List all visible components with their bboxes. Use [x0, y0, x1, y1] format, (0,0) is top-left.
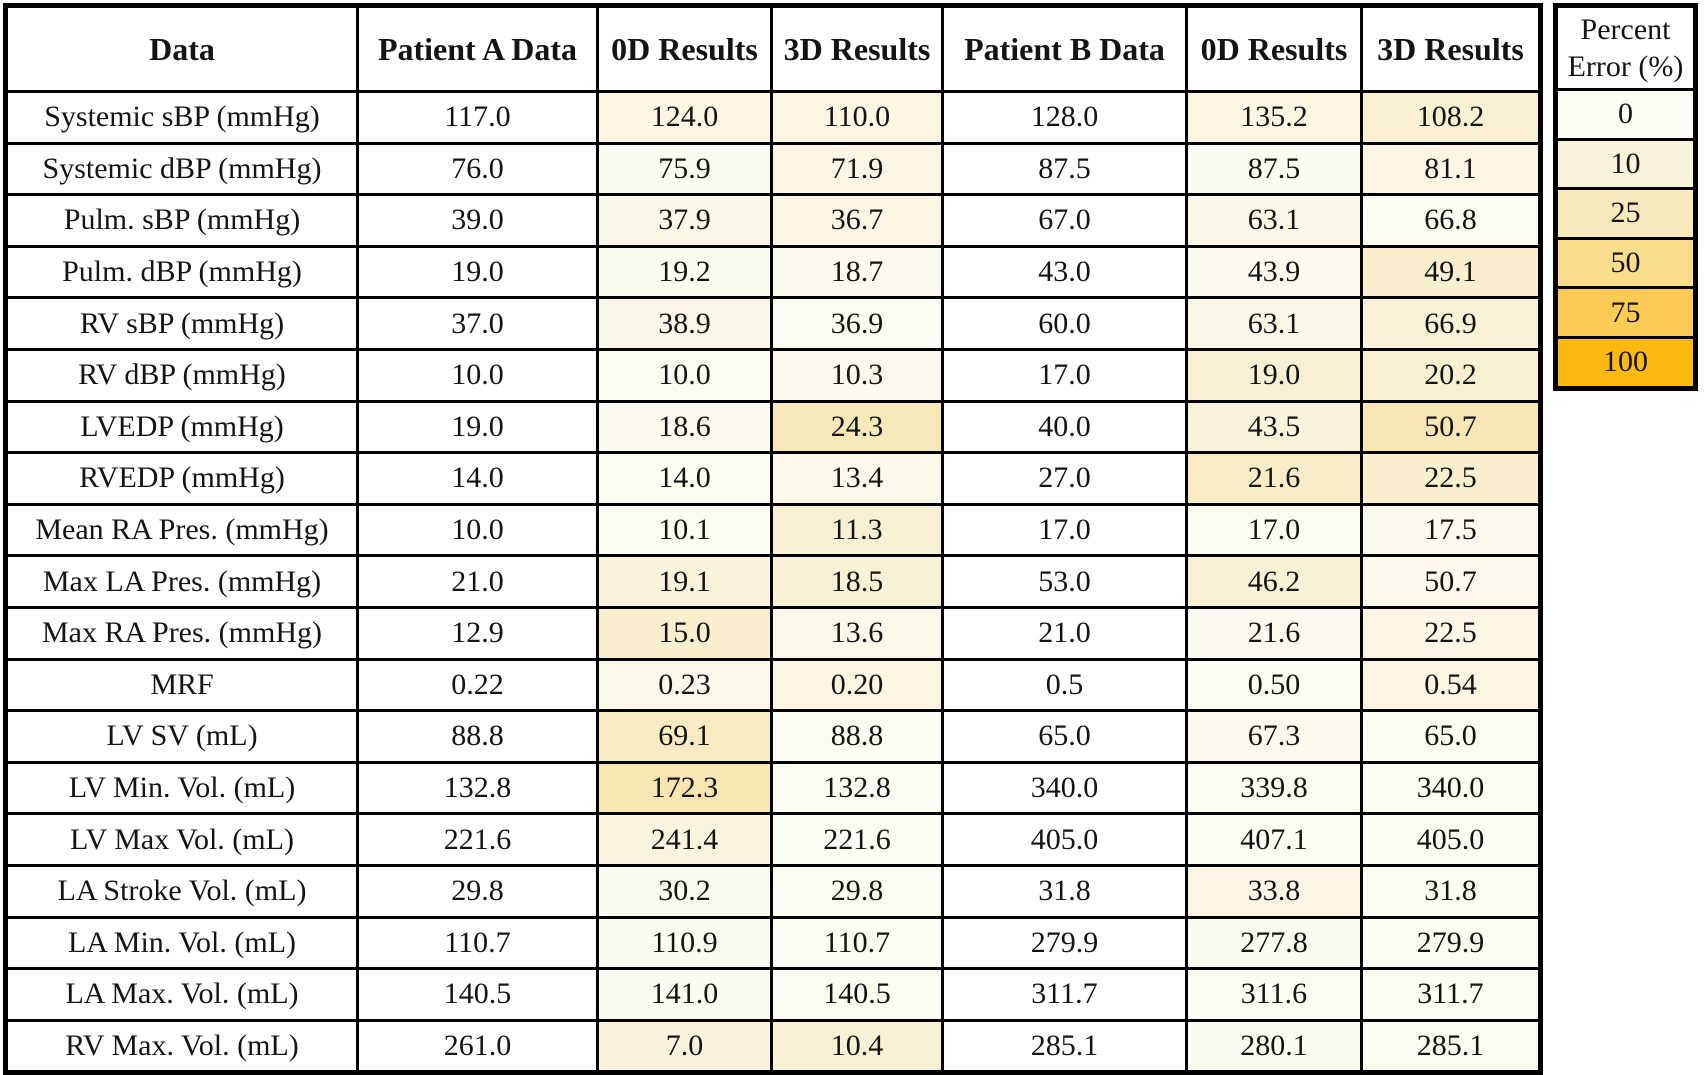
data-cell: 87.5 [943, 143, 1187, 195]
data-cell: 13.4 [772, 453, 943, 505]
percent-error-legend [1553, 3, 1698, 391]
legend-swatch-cell: 100 [1556, 337, 1696, 388]
data-cell: 63.1 [1187, 195, 1362, 247]
data-cell: 30.2 [598, 865, 772, 917]
data-cell: 46.2 [1187, 556, 1362, 608]
row-label: Pulm. dBP (mmHg) [6, 246, 358, 298]
data-cell: 407.1 [1187, 814, 1362, 866]
data-cell: 76.0 [358, 143, 598, 195]
table-row [6, 762, 1541, 814]
table-row [6, 504, 1541, 556]
row-label: RVEDP (mmHg) [6, 453, 358, 505]
data-cell: 21.0 [943, 607, 1187, 659]
data-cell: 14.0 [358, 453, 598, 505]
data-cell: 19.0 [358, 401, 598, 453]
data-cell: 21.0 [358, 556, 598, 608]
row-label: LA Max. Vol. (mL) [6, 969, 358, 1021]
row-label: LV Min. Vol. (mL) [6, 762, 358, 814]
legend-body [1556, 90, 1696, 389]
data-cell: 311.7 [1362, 969, 1541, 1021]
table-row [6, 865, 1541, 917]
col-header-b-3d-results: 3D Results [1362, 6, 1541, 92]
data-cell: 128.0 [943, 92, 1187, 144]
legend-row [1556, 139, 1696, 189]
data-cell: 10.0 [598, 349, 772, 401]
data-cell: 18.7 [772, 246, 943, 298]
data-cell: 13.6 [772, 607, 943, 659]
data-cell: 19.1 [598, 556, 772, 608]
data-cell: 340.0 [1362, 762, 1541, 814]
table-row [6, 659, 1541, 711]
data-cell: 17.0 [943, 349, 1187, 401]
data-cell: 24.3 [772, 401, 943, 453]
data-cell: 0.54 [1362, 659, 1541, 711]
data-cell: 132.8 [772, 762, 943, 814]
col-header-patient-a-data: Patient A Data [358, 6, 598, 92]
data-cell: 22.5 [1362, 453, 1541, 505]
data-cell: 18.6 [598, 401, 772, 453]
data-cell: 10.4 [772, 1020, 943, 1073]
data-cell: 11.3 [772, 504, 943, 556]
legend-row [1556, 337, 1696, 388]
legend-row [1556, 189, 1696, 239]
table-header [6, 6, 1541, 92]
data-cell: 172.3 [598, 762, 772, 814]
data-cell: 311.7 [943, 969, 1187, 1021]
data-cell: 66.9 [1362, 298, 1541, 350]
col-header-data: Data [6, 6, 358, 92]
data-cell: 18.5 [772, 556, 943, 608]
legend-row [1556, 238, 1696, 288]
table-row [6, 814, 1541, 866]
data-cell: 75.9 [598, 143, 772, 195]
data-cell: 65.0 [943, 711, 1187, 763]
data-cell: 405.0 [943, 814, 1187, 866]
row-label: Systemic dBP (mmHg) [6, 143, 358, 195]
data-cell: 14.0 [598, 453, 772, 505]
data-cell: 10.0 [358, 349, 598, 401]
data-cell: 124.0 [598, 92, 772, 144]
data-cell: 7.0 [598, 1020, 772, 1073]
data-cell: 12.9 [358, 607, 598, 659]
data-cell: 29.8 [358, 865, 598, 917]
legend-header [1556, 6, 1696, 90]
row-label: Max LA Pres. (mmHg) [6, 556, 358, 608]
data-cell: 37.9 [598, 195, 772, 247]
data-cell: 285.1 [943, 1020, 1187, 1073]
table-body [6, 92, 1541, 1073]
data-cell: 66.8 [1362, 195, 1541, 247]
data-cell: 71.9 [772, 143, 943, 195]
data-cell: 110.7 [358, 917, 598, 969]
data-cell: 69.1 [598, 711, 772, 763]
row-label: MRF [6, 659, 358, 711]
data-cell: 65.0 [1362, 711, 1541, 763]
data-cell: 19.0 [1187, 349, 1362, 401]
data-cell: 140.5 [772, 969, 943, 1021]
data-cell: 43.9 [1187, 246, 1362, 298]
table-row [6, 453, 1541, 505]
data-cell: 340.0 [943, 762, 1187, 814]
data-cell: 15.0 [598, 607, 772, 659]
data-cell: 311.6 [1187, 969, 1362, 1021]
patient-results-table [3, 3, 1543, 1075]
data-cell: 285.1 [1362, 1020, 1541, 1073]
row-label: LA Stroke Vol. (mL) [6, 865, 358, 917]
data-cell: 0.5 [943, 659, 1187, 711]
data-cell: 88.8 [772, 711, 943, 763]
data-cell: 60.0 [943, 298, 1187, 350]
row-label: LV Max Vol. (mL) [6, 814, 358, 866]
legend-title-line1: Percent [1580, 12, 1671, 46]
row-label: LA Min. Vol. (mL) [6, 917, 358, 969]
table-row [6, 349, 1541, 401]
data-cell: 0.20 [772, 659, 943, 711]
data-cell: 81.1 [1362, 143, 1541, 195]
data-cell: 279.9 [1362, 917, 1541, 969]
data-cell: 50.7 [1362, 556, 1541, 608]
table-row [6, 917, 1541, 969]
data-cell: 10.0 [358, 504, 598, 556]
data-cell: 241.4 [598, 814, 772, 866]
table-row [6, 195, 1541, 247]
table-row [6, 1020, 1541, 1073]
data-cell: 67.0 [943, 195, 1187, 247]
table-row [6, 143, 1541, 195]
row-label: Systemic sBP (mmHg) [6, 92, 358, 144]
data-cell: 117.0 [358, 92, 598, 144]
table-row [6, 711, 1541, 763]
data-cell: 0.50 [1187, 659, 1362, 711]
data-cell: 43.5 [1187, 401, 1362, 453]
data-cell: 37.0 [358, 298, 598, 350]
data-cell: 110.9 [598, 917, 772, 969]
data-cell: 19.2 [598, 246, 772, 298]
data-cell: 21.6 [1187, 453, 1362, 505]
data-cell: 40.0 [943, 401, 1187, 453]
legend-swatch-cell: 0 [1556, 90, 1696, 140]
data-cell: 63.1 [1187, 298, 1362, 350]
data-cell: 21.6 [1187, 607, 1362, 659]
data-cell: 132.8 [358, 762, 598, 814]
legend-header-row [1556, 6, 1696, 90]
data-cell: 49.1 [1362, 246, 1541, 298]
legend-title-line2: Error (%) [1567, 50, 1684, 83]
data-cell: 110.0 [772, 92, 943, 144]
data-cell: 279.9 [943, 917, 1187, 969]
data-cell: 20.2 [1362, 349, 1541, 401]
data-cell: 221.6 [772, 814, 943, 866]
data-cell: 339.8 [1187, 762, 1362, 814]
data-cell: 17.0 [943, 504, 1187, 556]
row-label: LVEDP (mmHg) [6, 401, 358, 453]
data-cell: 135.2 [1187, 92, 1362, 144]
data-cell: 36.7 [772, 195, 943, 247]
row-label: RV Max. Vol. (mL) [6, 1020, 358, 1073]
table-row [6, 92, 1541, 144]
table-row [6, 969, 1541, 1021]
data-cell: 17.5 [1362, 504, 1541, 556]
data-cell: 67.3 [1187, 711, 1362, 763]
table-row [6, 607, 1541, 659]
data-cell: 36.9 [772, 298, 943, 350]
data-cell: 53.0 [943, 556, 1187, 608]
data-cell: 280.1 [1187, 1020, 1362, 1073]
data-cell: 19.0 [358, 246, 598, 298]
legend-swatch-cell: 10 [1556, 139, 1696, 189]
data-cell: 0.22 [358, 659, 598, 711]
data-cell: 261.0 [358, 1020, 598, 1073]
row-label: RV dBP (mmHg) [6, 349, 358, 401]
table-row [6, 556, 1541, 608]
data-cell: 87.5 [1187, 143, 1362, 195]
row-label: LV SV (mL) [6, 711, 358, 763]
col-header-b-0d-results: 0D Results [1187, 6, 1362, 92]
data-cell: 108.2 [1362, 92, 1541, 144]
data-cell: 39.0 [358, 195, 598, 247]
data-cell: 277.8 [1187, 917, 1362, 969]
header-row [6, 6, 1541, 92]
data-cell: 0.23 [598, 659, 772, 711]
row-label: Mean RA Pres. (mmHg) [6, 504, 358, 556]
row-label: RV sBP (mmHg) [6, 298, 358, 350]
data-cell: 141.0 [598, 969, 772, 1021]
legend-swatch-cell: 75 [1556, 288, 1696, 338]
data-cell: 22.5 [1362, 607, 1541, 659]
data-cell: 38.9 [598, 298, 772, 350]
data-cell: 33.8 [1187, 865, 1362, 917]
data-cell: 31.8 [943, 865, 1187, 917]
col-header-a-0d-results: 0D Results [598, 6, 772, 92]
legend-swatch-cell: 50 [1556, 238, 1696, 288]
legend-row [1556, 288, 1696, 338]
data-cell: 27.0 [943, 453, 1187, 505]
data-cell: 10.1 [598, 504, 772, 556]
table-row [6, 298, 1541, 350]
row-label: Max RA Pres. (mmHg) [6, 607, 358, 659]
data-cell: 221.6 [358, 814, 598, 866]
data-cell: 29.8 [772, 865, 943, 917]
data-cell: 50.7 [1362, 401, 1541, 453]
row-label: Pulm. sBP (mmHg) [6, 195, 358, 247]
table-row [6, 401, 1541, 453]
legend-title [1556, 6, 1696, 90]
legend-row [1556, 90, 1696, 140]
data-cell: 140.5 [358, 969, 598, 1021]
data-cell: 43.0 [943, 246, 1187, 298]
data-cell: 405.0 [1362, 814, 1541, 866]
col-header-patient-b-data: Patient B Data [943, 6, 1187, 92]
data-cell: 31.8 [1362, 865, 1541, 917]
col-header-a-3d-results: 3D Results [772, 6, 943, 92]
data-cell: 110.7 [772, 917, 943, 969]
data-cell: 10.3 [772, 349, 943, 401]
data-cell: 17.0 [1187, 504, 1362, 556]
data-cell: 88.8 [358, 711, 598, 763]
table-row [6, 246, 1541, 298]
legend-swatch-cell: 25 [1556, 189, 1696, 239]
